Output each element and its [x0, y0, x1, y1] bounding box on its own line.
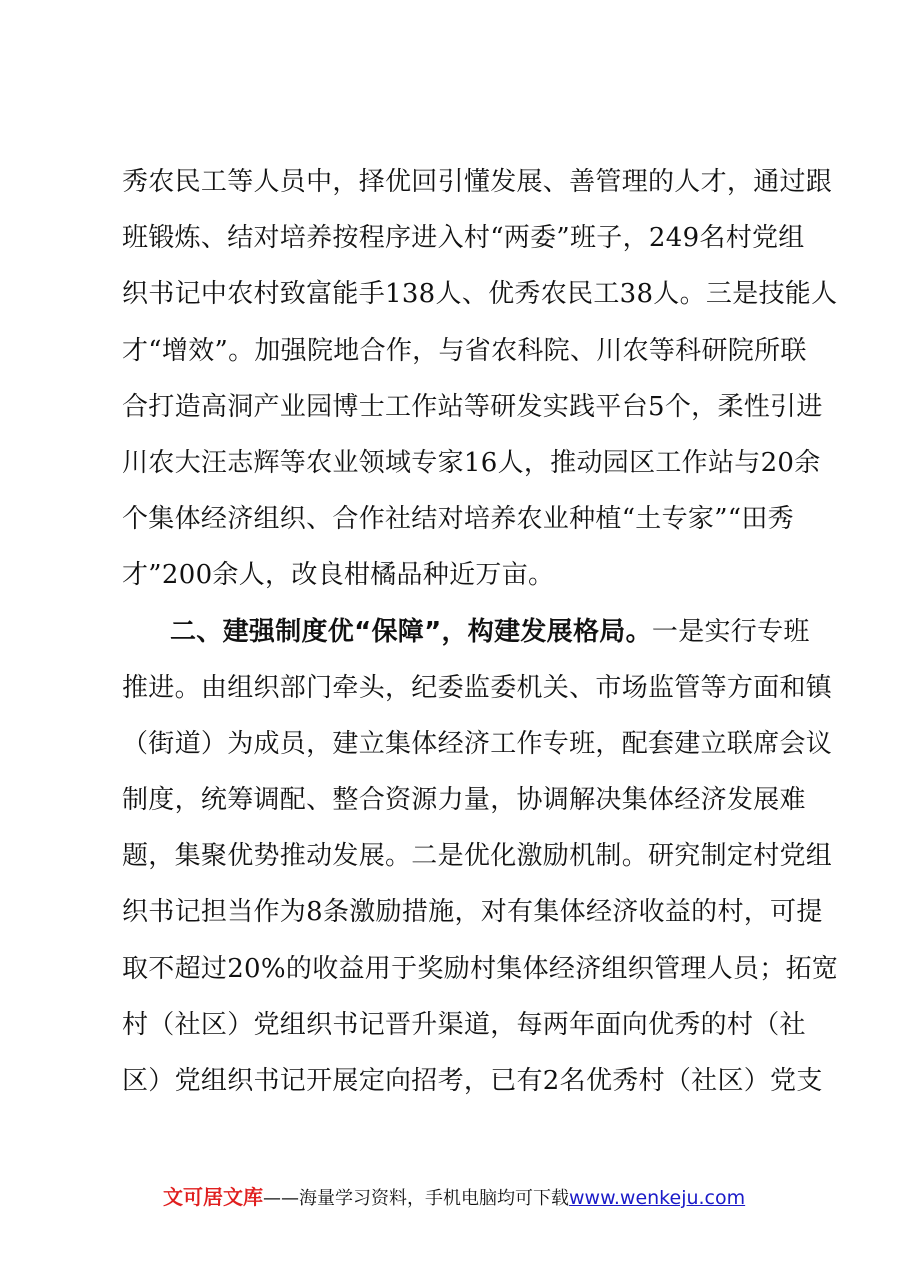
section-2-first-line [122, 604, 810, 660]
footer-banner [163, 1182, 803, 1212]
text-line-16: 村（社区）党组织书记晋升渠道，每两年面向优秀的村（社 [122, 1009, 806, 1040]
text-line-14: 织书记担当作为8条激励措施，对有集体经济收益的村，可提 [122, 897, 823, 928]
text-line-6: 川农大汪志辉等农业领域专家16人，推动园区工作站与20余 [122, 447, 821, 478]
text-line-10: 推进。由组织部门牵头，纪委监委机关、市场监管等方面和镇 [122, 672, 833, 703]
text-line-4: 才“增效”。加强院地合作，与省农科院、川农等科研院所联 [122, 335, 807, 366]
text-line-3: 织书记中农村致富能手138人、优秀农民工38人。三是技能人 [122, 279, 838, 310]
text-line-2: 班锻炼、结对培养按程序进入村“两委”班子，249名村党组 [122, 223, 805, 254]
section-2-heading: 二、建强制度优“保障”，构建发展格局。 [170, 616, 652, 647]
text-line-12: 制度，统筹调配、整合资源力量，协调解决集体经济发展难 [122, 785, 806, 816]
text-line-5: 合打造高洞产业园博士工作站等研发实践平台5个，柔性引进 [122, 391, 823, 422]
website-link[interactable]: www.wenkeju.com [569, 1187, 746, 1209]
text-line-15: 取不超过20%的收益用于奖励村集体经济组织管理人员；拓宽 [122, 953, 839, 984]
text-line-7: 个集体经济组织、合作社结对培养农业种植“土专家”“田秀 [122, 504, 794, 535]
brand-name: 文可居文库 [163, 1185, 263, 1209]
text-line-17: 区）党组织书记开展定向招考，已有2名优秀村（社区）党支 [122, 1066, 823, 1096]
text-line-11: （街道）为成员，建立集体经济工作专班，配套建立联席会议 [122, 728, 833, 759]
document-body [122, 154, 839, 1109]
text-line-13: 题，集聚优势推动发展。二是优化激励机制。研究制定村党组 [122, 841, 833, 872]
section-2-first-line-rest: 一是实行专班 [651, 616, 810, 647]
text-line-8: 才”200余人，改良柑橘品种近万亩。 [122, 560, 555, 591]
footer-tagline: ——海量学习资料，手机电脑均可下载 [263, 1188, 569, 1209]
text-line-1: 秀农民工等人员中，择优回引懂发展、善管理的人才，通过跟 [122, 167, 833, 197]
